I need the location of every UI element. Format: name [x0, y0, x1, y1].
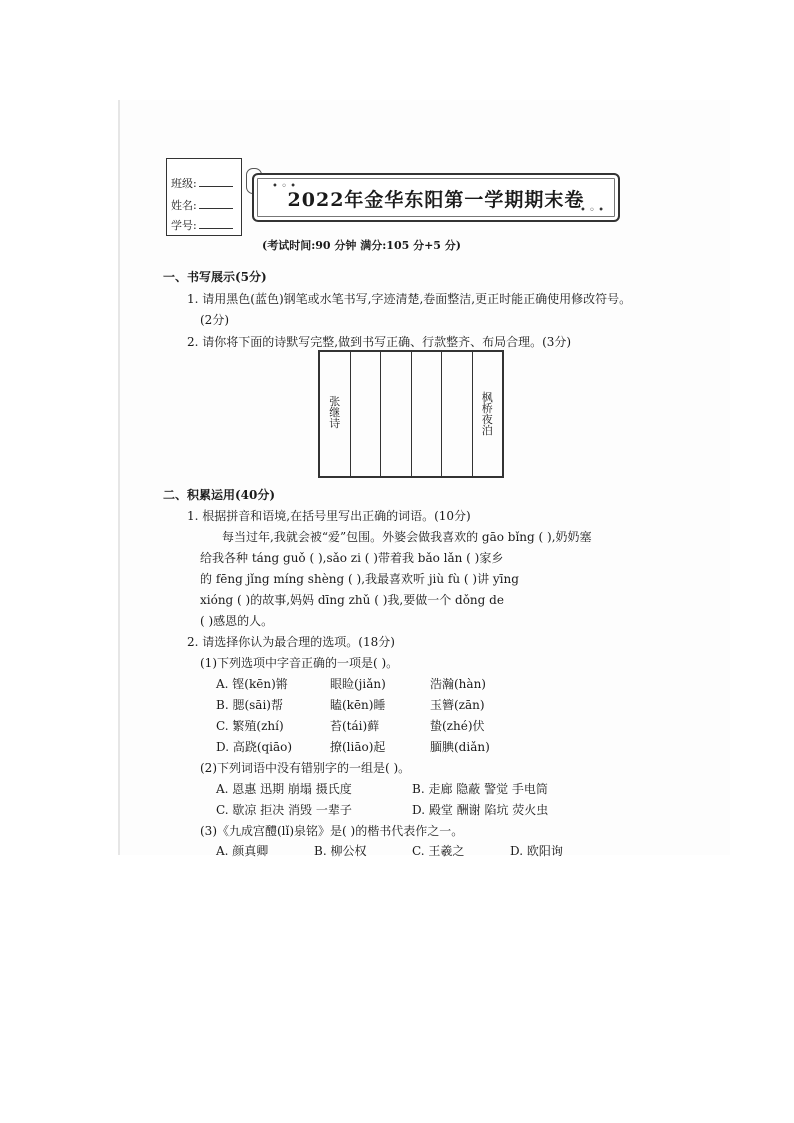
id-label: 学号: — [171, 219, 197, 232]
option-a[interactable]: A. 铿(kēn)锵 — [216, 677, 288, 691]
poem-line-column[interactable] — [412, 352, 443, 476]
option-b[interactable]: B. 腮(sāi)帮 — [216, 698, 283, 712]
passage-line: 给我各种 táng guǒ ( ),sǎo zi ( )带着我 bǎo lǎn ( )家乡 — [200, 551, 504, 565]
poem-writing-grid — [318, 350, 504, 478]
passage-line: 每当过年,我就会被“爱”包围。外婆会做我喜欢的 gāo bǐng ( ),奶奶塞 — [222, 530, 592, 544]
section-heading: 二、积累运用(40分) — [163, 488, 276, 502]
poem-line-column[interactable] — [351, 352, 382, 476]
option-c-word: 苔(tái)藓 — [330, 719, 380, 733]
poem-author-column — [320, 352, 351, 476]
exam-subtitle: (考试时间:90 分钟 满分:105 分+5 分) — [262, 239, 461, 252]
option-b[interactable]: B. 走廊 隐蔽 警觉 手电筒 — [412, 782, 548, 796]
name-field[interactable] — [171, 197, 233, 213]
option-d[interactable]: D. 欧阳询 — [510, 844, 563, 858]
option-d[interactable]: D. 高跷(qiāo) — [216, 740, 293, 754]
score-text: (2分) — [200, 313, 229, 327]
option-b[interactable]: B. 柳公权 — [314, 844, 367, 858]
option-b-word: 瞌(kēn)睡 — [330, 698, 386, 712]
name-label: 姓名: — [171, 199, 197, 212]
option-a-word: 眼睑(jiǎn) — [330, 677, 386, 691]
option-a[interactable]: A. 颜真卿 — [216, 844, 269, 858]
option-d[interactable]: D. 殿堂 酬谢 陷坑 荧火虫 — [412, 803, 549, 817]
decoration-dots-icon: • ◦ • — [579, 205, 604, 216]
class-field[interactable] — [171, 175, 233, 191]
id-field[interactable] — [171, 217, 233, 233]
sub-question: (2)下列词语中没有错别字的一组是( )。 — [200, 761, 411, 775]
title-banner — [252, 173, 620, 222]
exam-title: 2022年金华东阳第一学期期末卷 — [287, 189, 585, 211]
question-text: 2. 请你将下面的诗默写完整,做到书写正确、行款整齐、布局合理。(3分) — [187, 335, 572, 349]
option-d-word: 撩(liāo)起 — [330, 740, 386, 754]
passage-line: xióng ( )的故事,妈妈 dīng zhǔ ( )我,要做一个 dǒng de — [200, 593, 504, 607]
poem-title-column — [473, 352, 503, 476]
question-text: 1. 请用黑色(蓝色)钢笔或水笔书写,字迹清楚,卷面整洁,更正时能正确使用修改符号。 — [187, 292, 632, 306]
decoration-dots-icon: • ◦ • — [272, 181, 297, 192]
poem-title: 枫桥夜泊 — [481, 391, 493, 437]
student-info-box — [166, 158, 242, 236]
poem-author: 张继诗 — [329, 395, 341, 430]
poem-line-column[interactable] — [442, 352, 473, 476]
class-label: 班级: — [171, 177, 197, 190]
option-a[interactable]: A. 恩惠 迅期 崩塌 摄氏度 — [216, 782, 352, 796]
question-text: 2. 请选择你认为最合理的选项。(18分) — [187, 635, 395, 649]
poem-line-column[interactable] — [381, 352, 412, 476]
option-a-word: 浩瀚(hàn) — [430, 677, 486, 691]
passage-line: ( )感恩的人。 — [200, 614, 274, 628]
option-c[interactable]: C. 歇凉 拒决 消毁 一辈子 — [216, 803, 352, 817]
passage-line: 的 fēng jǐng míng shèng ( ),我最喜欢听 jiù fù ( )讲 yīng — [200, 572, 519, 586]
option-b-word: 玉簪(zān) — [430, 698, 485, 712]
question-text: 1. 根据拼音和语境,在括号里写出正确的词语。(10分) — [187, 509, 471, 523]
section-heading: 一、书写展示(5分) — [163, 270, 267, 284]
option-c[interactable]: C. 繁殖(zhí) — [216, 719, 284, 733]
sub-question: (1)下列选项中字音正确的一项是( )。 — [200, 656, 399, 670]
option-c-word: 蛰(zhé)伏 — [430, 719, 485, 733]
option-d-word: 腼腆(diǎn) — [430, 740, 490, 754]
sub-question: (3)《九成宫醴(lǐ)泉铭》是( )的楷书代表作之一。 — [200, 824, 464, 838]
option-c[interactable]: C. 王羲之 — [412, 844, 465, 858]
